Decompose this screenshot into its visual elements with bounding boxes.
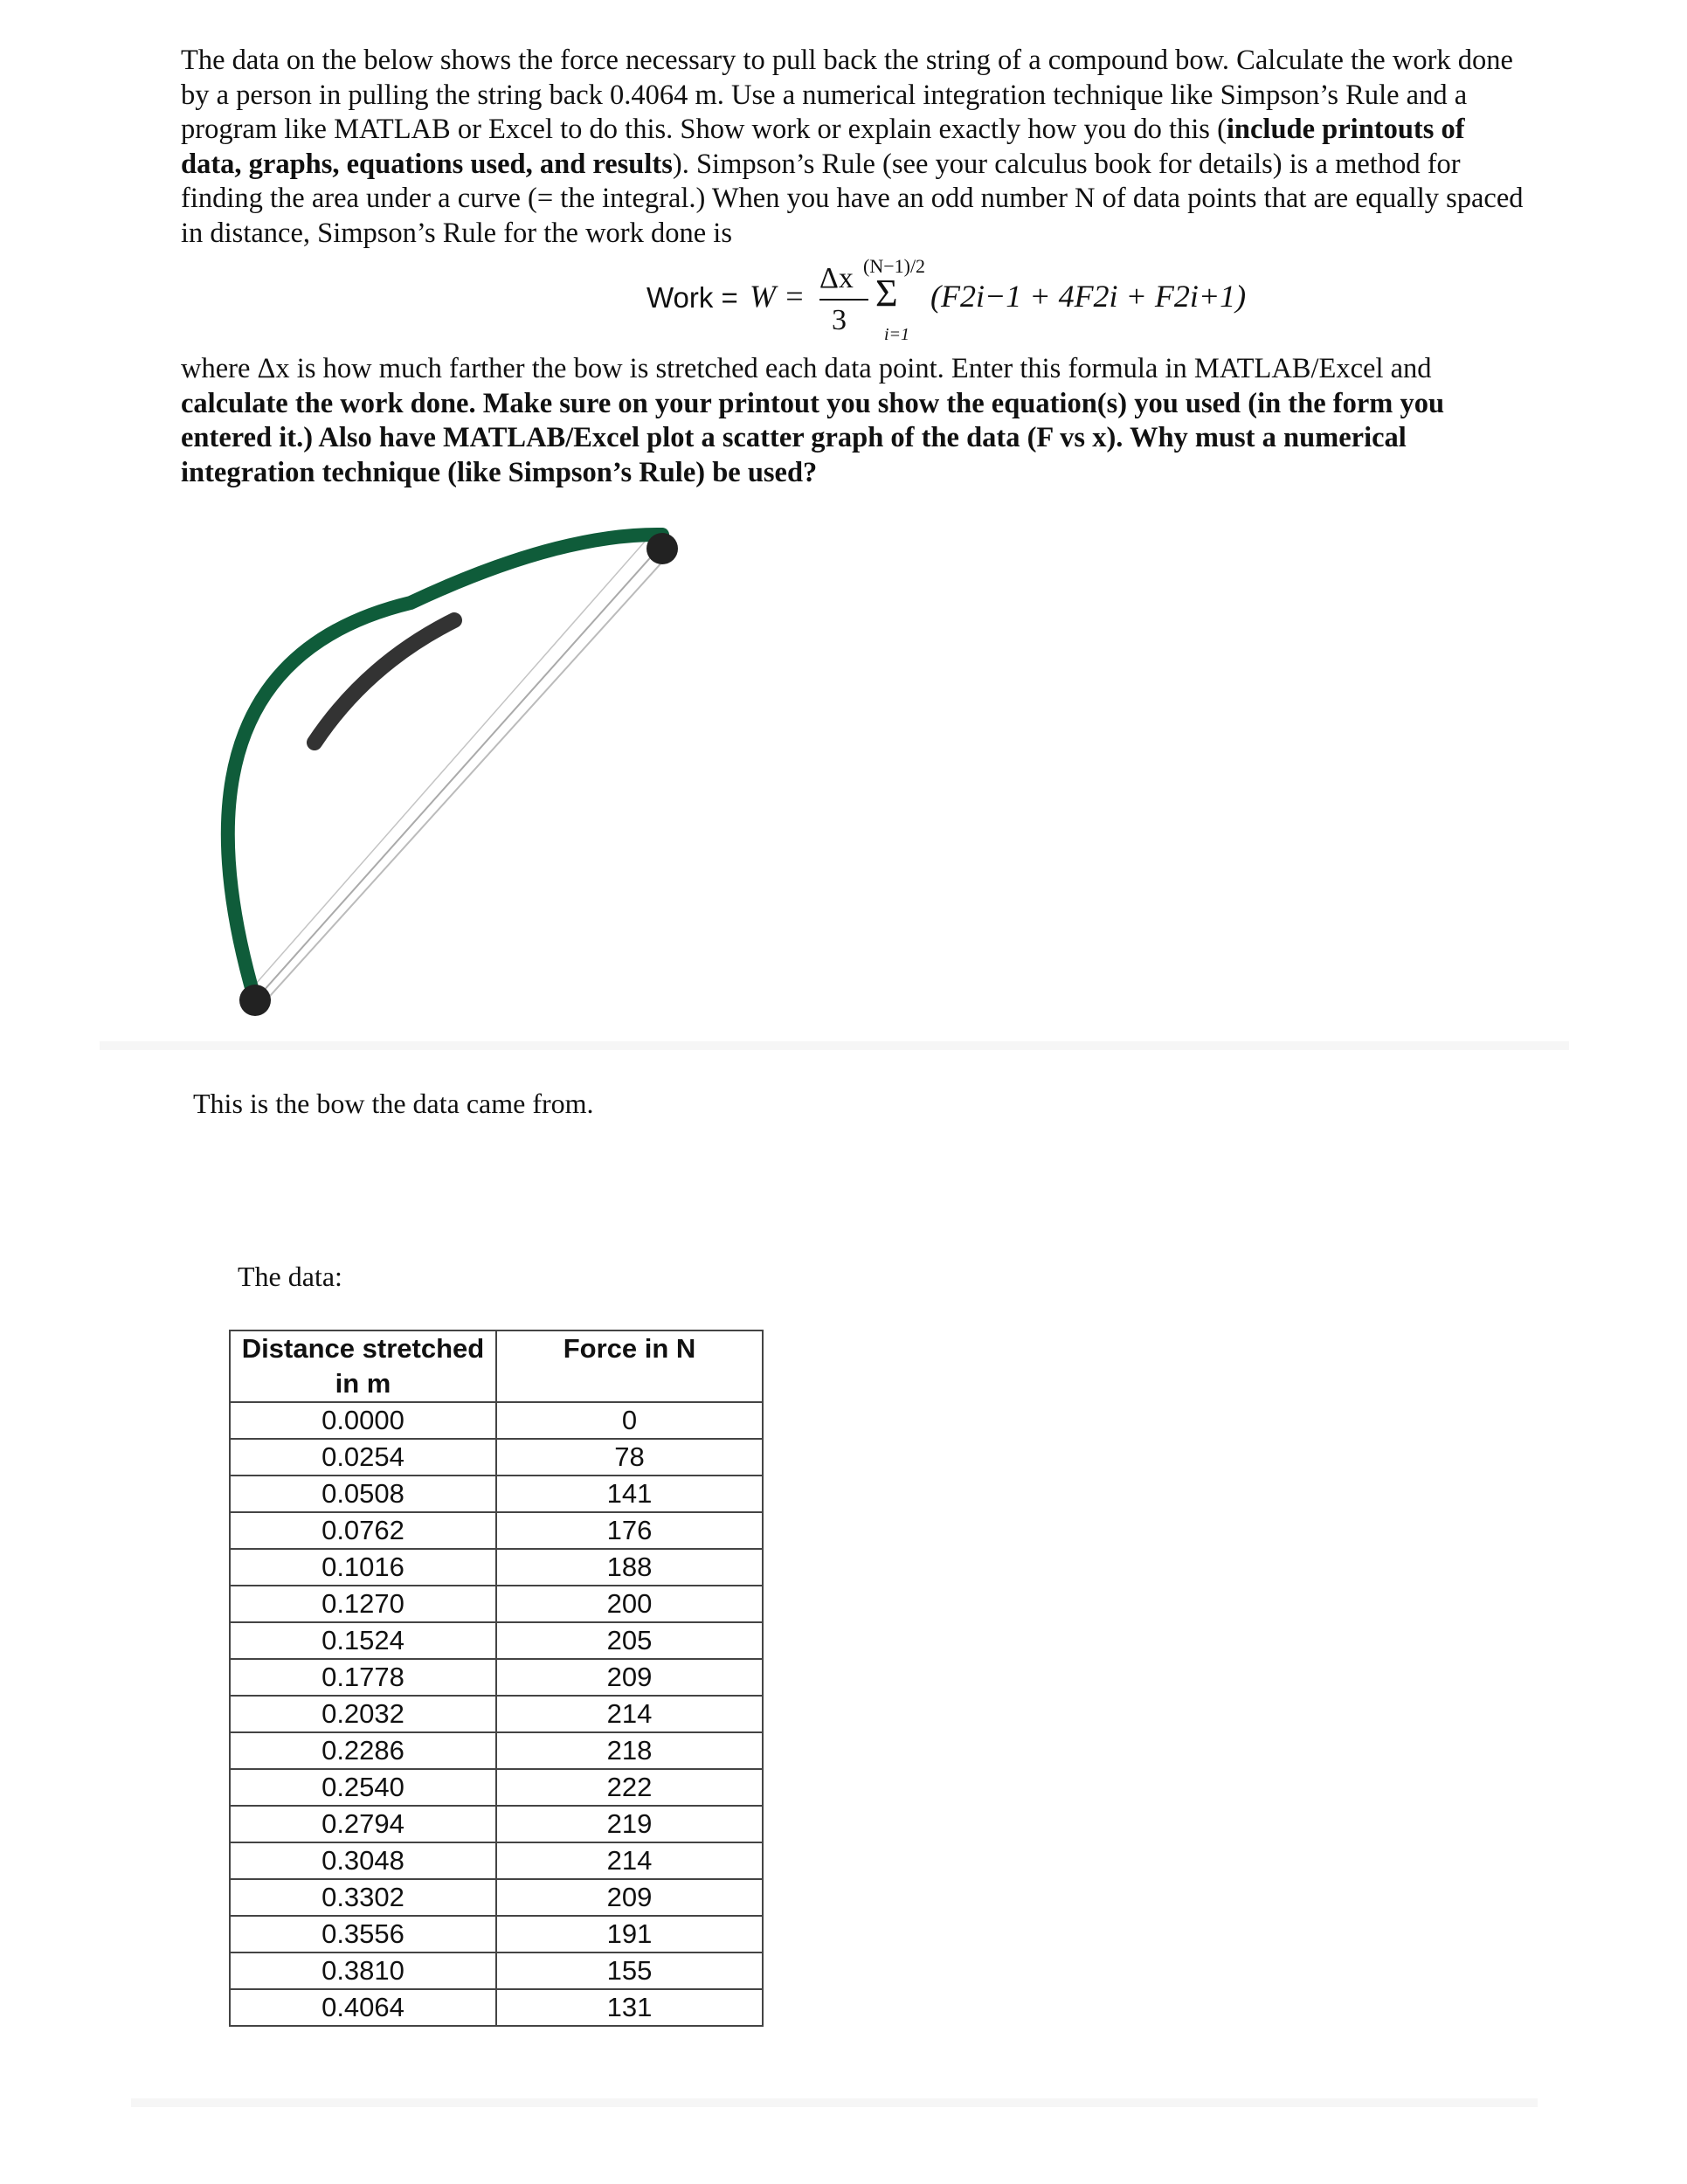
distance-cell: 0.3302 — [230, 1879, 496, 1916]
force-cell: 214 — [496, 1696, 763, 1732]
force-cell: 131 — [496, 1989, 763, 2026]
table-row — [230, 1916, 763, 1952]
distance-cell: 0.2032 — [230, 1696, 496, 1732]
force-cell: 218 — [496, 1732, 763, 1769]
formula-work-label: Work = — [646, 281, 738, 314]
force-cell: 209 — [496, 1659, 763, 1696]
intro-bold: include printouts of data, graphs, equations used, and results — [181, 114, 1465, 180]
distance-cell: 0.4064 — [230, 1989, 496, 2026]
distance-cell: 0.3556 — [230, 1916, 496, 1952]
force-distance-table — [229, 1330, 764, 2027]
table-row — [230, 1586, 763, 1622]
table-row — [230, 1402, 763, 1439]
distance-cell: 0.2794 — [230, 1806, 496, 1842]
table-row — [230, 1696, 763, 1732]
table-row — [230, 1476, 763, 1512]
distance-cell: 0.1524 — [230, 1622, 496, 1659]
distance-cell: 0.0254 — [230, 1439, 496, 1476]
intro-text-2: ). Simpson’s Rule (see your calculus book for details) is a method for finding the area under a curve (= the integral.) When you have an odd number N of data points that are equally spaced in distance, Simpson’s Rule for the work done is — [181, 148, 1524, 249]
instructions-text: where Δx is how much farther the bow is stretched each data point. Enter this formula in MATLAB/Excel and — [181, 353, 1432, 384]
formula-w: W = — [750, 279, 805, 314]
formula-denominator: 3 — [832, 304, 847, 336]
table-row — [230, 1512, 763, 1549]
force-cell: 205 — [496, 1622, 763, 1659]
table-row — [230, 1769, 763, 1806]
table-row — [230, 1842, 763, 1879]
bow-caption: This is the bow the data came from. — [193, 1088, 594, 1119]
table-row — [230, 1732, 763, 1769]
distance-cell: 0.1270 — [230, 1586, 496, 1622]
table-row — [230, 1622, 763, 1659]
top-cam-icon — [646, 533, 678, 564]
formula-sigma: Σ — [875, 272, 898, 314]
force-cell: 200 — [496, 1586, 763, 1622]
distance-cell: 0.2286 — [230, 1732, 496, 1769]
distance-cell: 0.2540 — [230, 1769, 496, 1806]
intro-text: The data on the below shows the force necessary to pull back the string of a compound bow. Calculate the work done by a person in pulling the string back 0.4064 m. Use a numerical integration technique like Simpson’s Rule and a program like MATLAB or Excel to do this. Show work or explain exactly how you do this ( — [181, 45, 1513, 145]
distance-cell: 0.0762 — [230, 1512, 496, 1549]
force-cell: 176 — [496, 1512, 763, 1549]
force-cell: 188 — [496, 1549, 763, 1586]
data-label: The data: — [238, 1261, 342, 1292]
force-cell: 209 — [496, 1879, 763, 1916]
header-force: Force in N — [496, 1330, 763, 1402]
force-cell: 222 — [496, 1769, 763, 1806]
bottom-cam-icon — [239, 985, 271, 1016]
force-cell: 214 — [496, 1842, 763, 1879]
force-cell: 191 — [496, 1916, 763, 1952]
table-row — [230, 1806, 763, 1842]
table-row — [230, 1879, 763, 1916]
table-row — [230, 1439, 763, 1476]
distance-cell: 0.0000 — [230, 1402, 496, 1439]
distance-cell: 0.1778 — [230, 1659, 496, 1696]
distance-cell: 0.0508 — [230, 1476, 496, 1512]
formula-numerator: Δx — [819, 262, 854, 294]
table-row — [230, 1659, 763, 1696]
table-row — [230, 1549, 763, 1586]
distance-cell: 0.3048 — [230, 1842, 496, 1879]
table-row — [230, 1989, 763, 2026]
formula-body: (F2i−1 + 4F2i + F2i+1) — [930, 279, 1247, 314]
table-row — [230, 1952, 763, 1989]
force-cell: 141 — [496, 1476, 763, 1512]
distance-cell: 0.1016 — [230, 1549, 496, 1586]
distance-cell: 0.3810 — [230, 1952, 496, 1989]
force-cell: 0 — [496, 1402, 763, 1439]
formula-upper-limit: (N−1)/2 — [863, 255, 926, 277]
instructions-bold: calculate the work done. Make sure on your printout you show the equation(s) you used (in the form you entered it.) Also have MATLAB/Excel plot a scatter graph of the data (F vs x). Why must a numerical integration technique (like Simpson’s Rule) be used? — [181, 387, 1445, 488]
formula-lower-limit: i=1 — [884, 325, 910, 344]
header-distance: Distance stretched in m — [230, 1330, 496, 1402]
force-cell: 155 — [496, 1952, 763, 1989]
force-cell: 78 — [496, 1439, 763, 1476]
force-cell: 219 — [496, 1806, 763, 1842]
